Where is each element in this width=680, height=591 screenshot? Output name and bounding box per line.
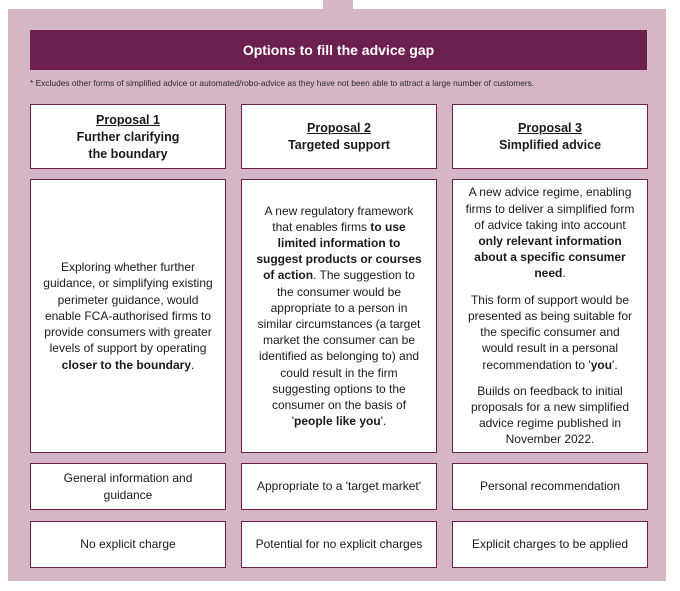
description-text: Exploring whether further guidance, or simplifying existing perimeter guidance, would enable FCA-authorised firms to provide consumers with greater levels of support by operating: [43, 260, 213, 356]
proposal-1-service: [30, 463, 226, 510]
proposal-1-description: [30, 179, 226, 453]
description-paragraph: [465, 292, 635, 373]
proposal-title: Simplified advice: [498, 138, 602, 152]
description-text: . The suggestion to the consumer would be appropriate to a person in similar circumstances (a target market the consumer can be identified as belonging to) and could result in the firm suggesting options to the consumer on the basis of ': [257, 268, 421, 429]
proposal-title: the boundary: [88, 146, 168, 161]
description-text: '.: [380, 414, 387, 429]
proposal-3-charge: [452, 521, 648, 568]
proposal-2-charge: [241, 521, 437, 568]
description-paragraph: [43, 259, 213, 372]
proposal-2-header: [241, 104, 437, 169]
proposal-3-service: [452, 463, 648, 510]
description-text: '.: [612, 357, 618, 372]
proposal-1-charge: [30, 521, 226, 568]
description-emphasis: closer to the boundary: [61, 357, 191, 372]
proposal-2-description: [241, 179, 437, 453]
title-banner: [30, 30, 647, 70]
proposal-title: Further clarifying: [76, 129, 180, 144]
proposal-2-service: [241, 463, 437, 510]
description-paragraph: [465, 184, 635, 281]
description-paragraph: [254, 203, 424, 430]
page-title: Options to fill the advice gap: [242, 42, 435, 58]
description-text: This form of support would be presented as being suitable for the specific consumer and would result in a personal recommendation to ': [467, 292, 633, 372]
proposal-1-header: [30, 104, 226, 169]
description-emphasis: to use limited information to suggest products or courses of action: [256, 219, 422, 283]
service-label: General information and guidance: [63, 471, 193, 502]
charge-label: No explicit charge: [80, 537, 176, 552]
description-emphasis: people like you: [293, 414, 381, 429]
description-emphasis: only relevant information about a specific consumer need: [474, 234, 626, 281]
proposal-3-header: [452, 104, 648, 169]
proposal-title: Targeted support: [288, 138, 390, 152]
proposal-number: Proposal 1: [96, 112, 160, 127]
description-paragraph: Builds on feedback to initial proposals for a new simplified advice regime published in November 2022.: [470, 383, 630, 447]
footnote: * Excludes other forms of simplified advice or automated/robo-advice as they have not been able to attract a large number of customers.: [30, 78, 535, 88]
description-text: .: [562, 266, 566, 281]
charge-label: Explicit charges to be applied: [471, 537, 629, 552]
service-label: Personal recommendation: [479, 479, 621, 494]
description-text: A new advice regime, enabling firms to deliver a simplified form of advice taking into account: [465, 185, 635, 232]
proposal-3-description: [452, 179, 648, 453]
description-text: .: [191, 357, 195, 372]
description-text: A new regulatory framework that enables firms: [264, 203, 414, 234]
proposal-number: Proposal 2: [307, 121, 371, 135]
proposal-number: Proposal 3: [518, 121, 582, 135]
service-label: Appropriate to a 'target market': [257, 479, 421, 494]
description-emphasis: you: [590, 357, 613, 372]
charge-label: Potential for no explicit charges: [255, 537, 423, 552]
